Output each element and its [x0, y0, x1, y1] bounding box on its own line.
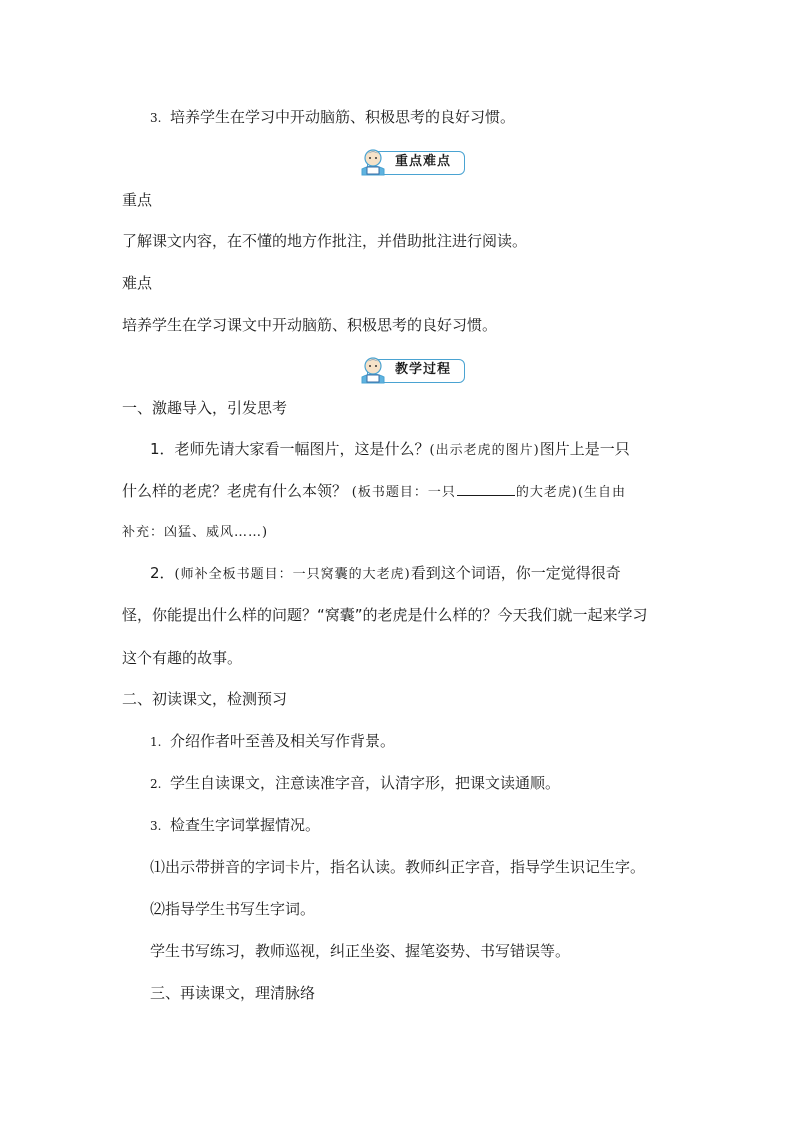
key-point-text: 了解课文内容，在不懂的地方作批注，并借助批注进行阅读。 [122, 232, 528, 250]
annotation: 的大老虎)(生自由 [515, 485, 627, 500]
goal-3 [150, 106, 515, 129]
annotation: (师补全板书题目：一只窝囊的大老虎) [174, 567, 411, 582]
heading-difficulty: 难点 [122, 274, 153, 292]
annotation: (出示老虎的图片) [429, 443, 540, 458]
text-span: 2． [150, 564, 175, 582]
text-span: 学生自读课文，注意读准字音，认清字形，把课文读通顺。 [170, 774, 561, 792]
text-span: 看到这个词语，你一定觉得很奇 [410, 564, 621, 582]
section-2-item-2 [150, 772, 560, 795]
item-number: 3. [150, 819, 162, 833]
section-1-heading: 一、激趣导入，引发思考 [122, 399, 288, 417]
text-span: 检查生字词掌握情况。 [170, 816, 321, 834]
key-points-badge [357, 147, 465, 175]
annotation: (板书题目：一只 [351, 485, 456, 500]
section-2-item-3-2: ⑵指导学生书写生字词。 [150, 900, 316, 918]
goal-3-text: 培养学生在学习中开动脑筋、积极思考的良好习惯。 [170, 108, 516, 126]
fill-blank [457, 481, 515, 496]
section-1-item-1-cont2 [122, 520, 268, 544]
section-1-item-2-cont2: 这个有趣的故事。 [122, 649, 243, 667]
text-span: 1．老师先请大家看一幅图片，这是什么？ [150, 440, 430, 458]
item-number: 2. [150, 777, 162, 791]
annotation: 补充：凶猛、威风……) [122, 525, 269, 540]
badge-label: 教学过程 [395, 362, 452, 377]
heading-key-point: 重点 [122, 191, 153, 209]
section-2-item-3-1: ⑴出示带拼音的字词卡片，指名认读。教师纠正字音，指导学生识记生字。 [150, 858, 646, 876]
section-2-item-1 [150, 730, 395, 753]
boy-reading-icon [357, 147, 391, 177]
difficulty-text: 培养学生在学习课文中开动脑筋、积极思考的良好习惯。 [122, 316, 498, 334]
text-span: 图片上是一只 [539, 440, 630, 458]
teaching-process-badge [357, 355, 465, 383]
boy-reading-icon [357, 355, 391, 385]
section-2-item-3-3: 学生书写练习，教师巡视，纠正坐姿、握笔姿势、书写错误等。 [150, 942, 571, 960]
badge-label: 重点难点 [395, 154, 452, 169]
goal-3-number: 3. [150, 111, 162, 125]
item-number: 1. [150, 735, 162, 749]
section-2-heading: 二、初读课文，检测预习 [122, 690, 288, 708]
section-3-heading: 三、再读课文，理清脉络 [150, 984, 316, 1002]
section-1-item-2 [150, 562, 621, 586]
section-2-item-3 [150, 814, 320, 837]
text-span: 什么样的老虎？老虎有什么本领？ [122, 482, 348, 500]
text-span: 介绍作者叶至善及相关写作背景。 [170, 732, 396, 750]
section-1-item-1 [150, 438, 630, 462]
section-1-item-2-cont: 怪，你能提出什么样的问题？“窝囊”的老虎是什么样的？今天我们就一起来学习 [122, 606, 648, 624]
section-1-item-1-cont [122, 480, 626, 504]
